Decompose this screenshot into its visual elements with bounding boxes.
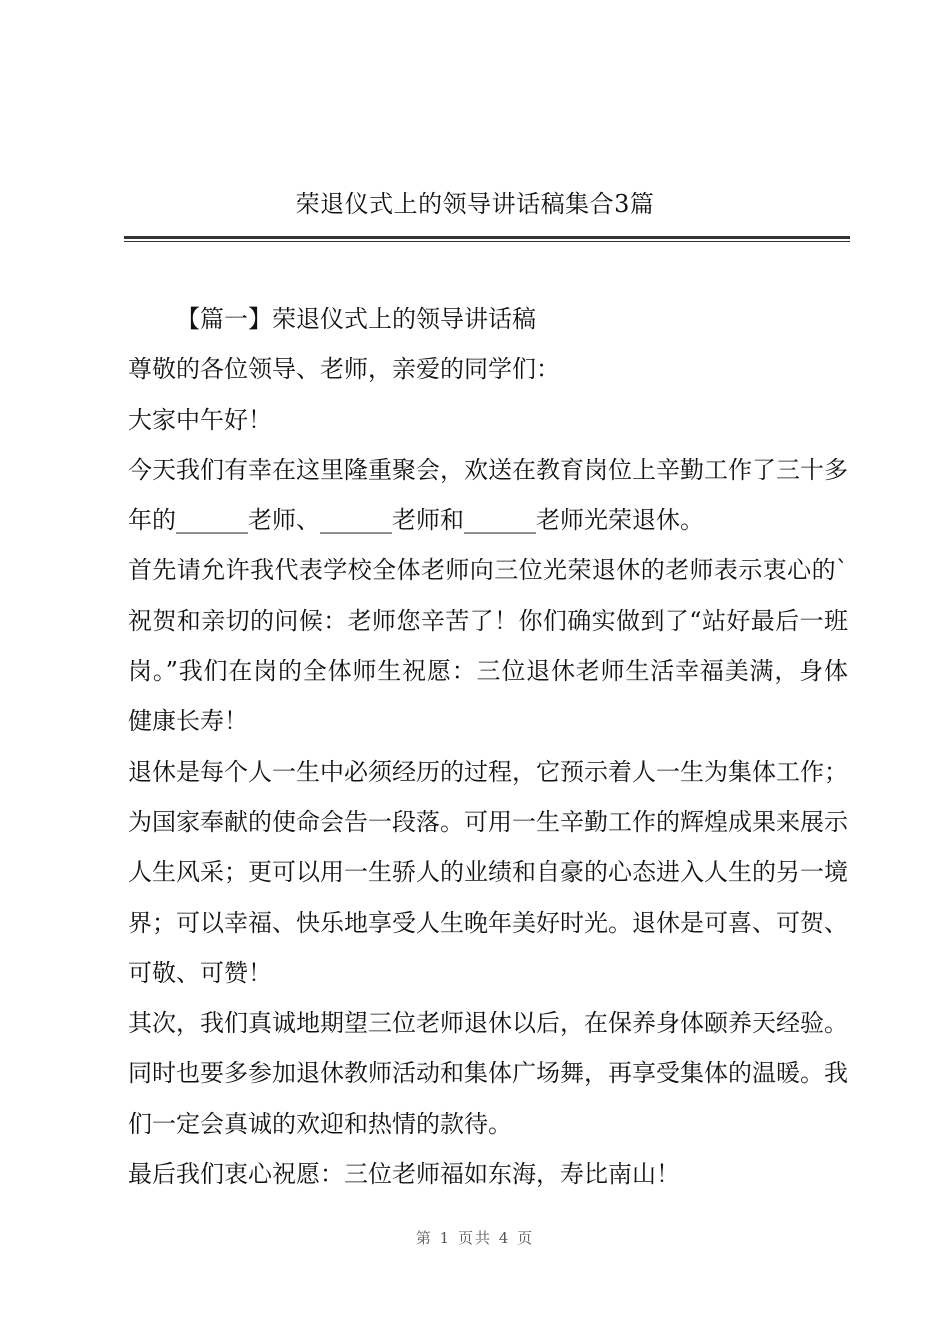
body-paragraph: 今天我们有幸在这里隆重聚会，欢送在教育岗位上辛勤工作了三十多年的______老师、______老师和______老师光荣退休。 <box>128 455 848 535</box>
title-divider-thick <box>124 236 850 239</box>
page-number-footer: 第 1 页共 4 页 <box>415 1229 535 1247</box>
closing-paragraph: 最后我们衷心祝愿：三位老师福如东海，寿比南山！ <box>128 1160 680 1189</box>
document-title: 荣退仪式上的领导讲话稿集合3篇 <box>295 190 655 218</box>
section-heading: 【篇一】荣退仪式上的领导讲话稿 <box>176 305 536 333</box>
title-divider-thin <box>124 241 850 242</box>
body-paragraph: 首先请允许我代表学校全体老师向三位光荣退休的老师表示衷心的`祝贺和亲切的问候：老师您辛苦了！你们确实做到了“站好最后一班岗。”我们在岗的全体师生祝愿：三位退休老师生活幸福美满，身体健康长寿！ <box>128 556 848 736</box>
salutation: 尊敬的各位领导、老师，亲爱的同学们： <box>128 355 560 384</box>
document-body <box>128 294 848 1199</box>
body-paragraph: 其次，我们真诚地期望三位老师退休以后，在保养身体颐养天经验。同时也要多参加退休教师活动和集体广场舞，再享受集体的温暖。我们一定会真诚的欢迎和热情的款待。 <box>128 1009 848 1138</box>
greeting: 大家中午好！ <box>128 405 272 434</box>
body-paragraph: 退休是每个人一生中必须经历的过程，它预示着人一生为集体工作；为国家奉献的使命会告一段落。可用一生辛勤工作的辉煌成果来展示人生风采；更可以用一生骄人的业绩和自豪的心态进入人生的另一境界；可以幸福、快乐地享受人生晚年美好时光。退休是可喜、可贺、可敬、可赞！ <box>128 757 848 987</box>
